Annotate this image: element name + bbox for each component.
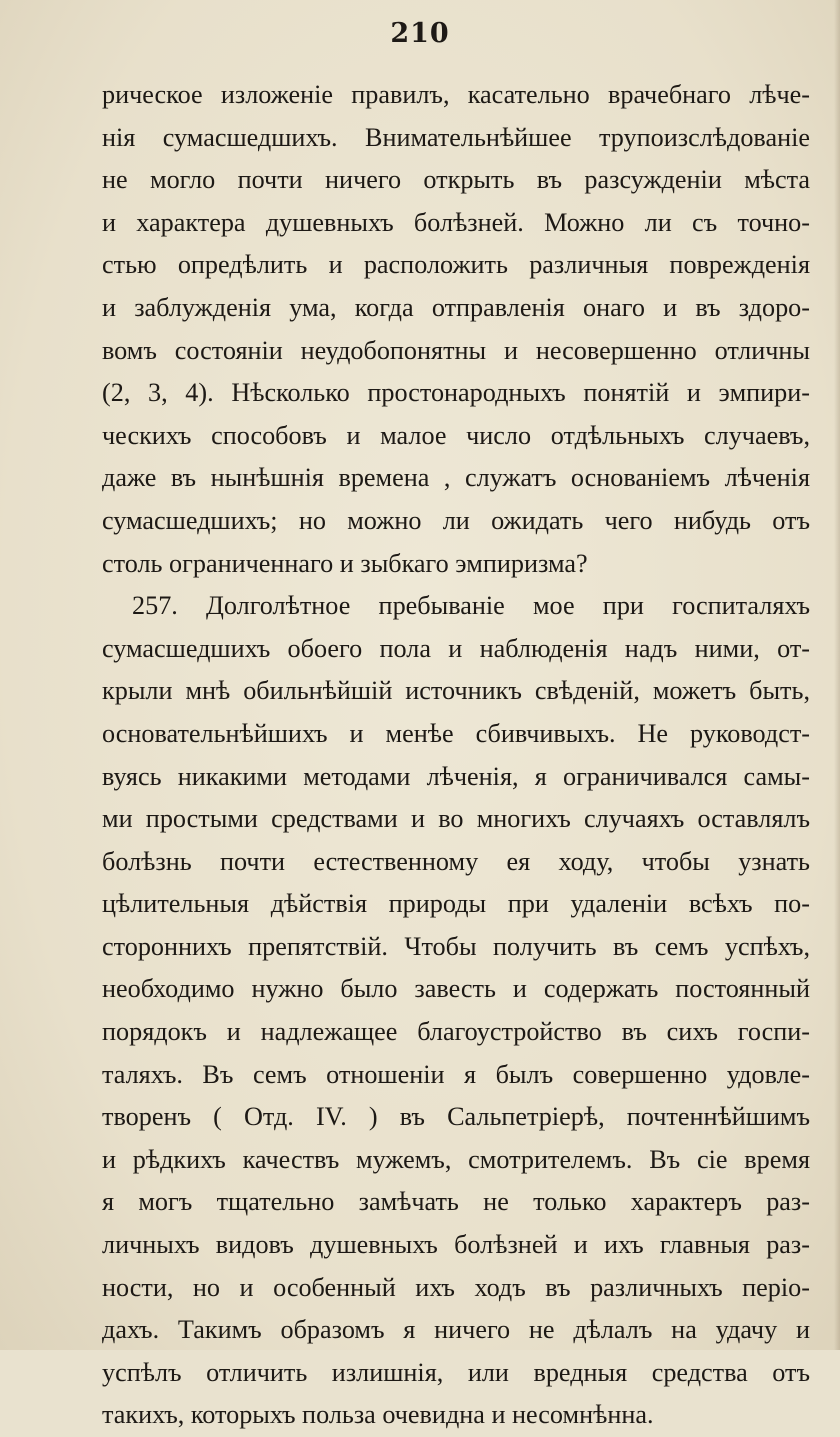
text-line: порядокъ и надлежащее благоустройство въ сихъ госпи- xyxy=(102,1017,810,1047)
text-line: таляхъ. Въ семъ отношеніи я былъ совершенно удовле- xyxy=(102,1059,810,1089)
text-line: я могъ тщательно замѣчать не только характеръ раз- xyxy=(102,1187,810,1217)
text-line: столь ограниченнаго и зыбкаго эмпиризма? xyxy=(102,548,588,578)
text-line: ческихъ способовъ и малое число отдѣльныхъ случаевъ, xyxy=(102,420,810,450)
text-line: творенъ ( Отд. IV. ) въ Сальпетріерѣ, почтеннѣйшимъ xyxy=(102,1102,810,1132)
text-line: даже въ нынѣшнія времена , служатъ основаніемъ лѣченія xyxy=(102,463,810,493)
text-line: успѣлъ отличить излишнія, или вредныя средства отъ xyxy=(102,1357,810,1387)
text-line: крыли мнѣ обильнѣйшій источникъ свѣденій, можетъ быть, xyxy=(102,676,810,706)
page-number: 210 xyxy=(390,18,450,49)
text-line: и характера душевныхъ болѣзней. Можно ли съ точно- xyxy=(102,207,810,237)
text-line: такихъ, которыхъ польза очевидна и несомнѣнна. xyxy=(102,1400,654,1430)
text-line: основательнѣйшихъ и менѣе сбивчивыхъ. Не руководст- xyxy=(102,718,810,748)
text-line: цѣлительныя дѣйствія природы при удаленіи всѣхъ по- xyxy=(102,889,810,919)
text-line: вомъ состояніи неудобопонятны и несовершенно отличны xyxy=(102,335,810,365)
text-line: стью опредѣлить и расположить различныя поврежденія xyxy=(102,250,810,280)
text-line: личныхъ видовъ душевныхъ болѣзней и ихъ главныя раз- xyxy=(102,1230,810,1260)
text-line: болѣзнь почти естественному ея ходу, чтобы узнать xyxy=(102,846,810,876)
text-line: ности, но и особенный ихъ ходъ въ различныхъ періо- xyxy=(102,1272,810,1302)
text-line: сумасшедшихъ; но можно ли ожидать чего нибудь отъ xyxy=(102,505,810,535)
text-line: и рѣдкихъ качествъ мужемъ, смотрителемъ. Въ сіе время xyxy=(102,1144,810,1174)
text-line: сумасшедшихъ обоего пола и наблюденія надъ ними, от- xyxy=(102,633,810,663)
text-line: дахъ. Такимъ образомъ я ничего не дѣлалъ на удачу и xyxy=(102,1315,810,1345)
text-line: ми простыми средствами и во многихъ случаяхъ оставлялъ xyxy=(102,804,810,834)
text-line: вуясь никакими методами лѣченія, я ограничивался самы- xyxy=(102,761,810,791)
text-line: стороннихъ препятствій. Чтобы получить въ семъ успѣхъ, xyxy=(102,931,810,961)
body-text xyxy=(102,74,810,1437)
text-line: нія сумасшедшихъ. Внимательнѣйшее трупоизслѣдованіе xyxy=(102,122,810,152)
paragraph-start-line: 257. Долголѣтное пребываніе мое при госпиталяхъ xyxy=(132,591,810,621)
text-line: рическое изложеніе правилъ, касательно врачебнаго лѣче- xyxy=(102,80,810,109)
text-line: (2, 3, 4). Нѣсколько простонародныхъ понятій и эмпири- xyxy=(102,378,810,408)
text-line: не могло почти ничего открыть въ разсужденіи мѣста xyxy=(102,165,810,195)
text-line: и заблужденія ума, когда отправленія онаго и въ здоро- xyxy=(102,292,810,322)
text-line: необходимо нужно было завесть и содержать постоянный xyxy=(102,974,810,1004)
page-edge-shadow xyxy=(834,0,840,1350)
